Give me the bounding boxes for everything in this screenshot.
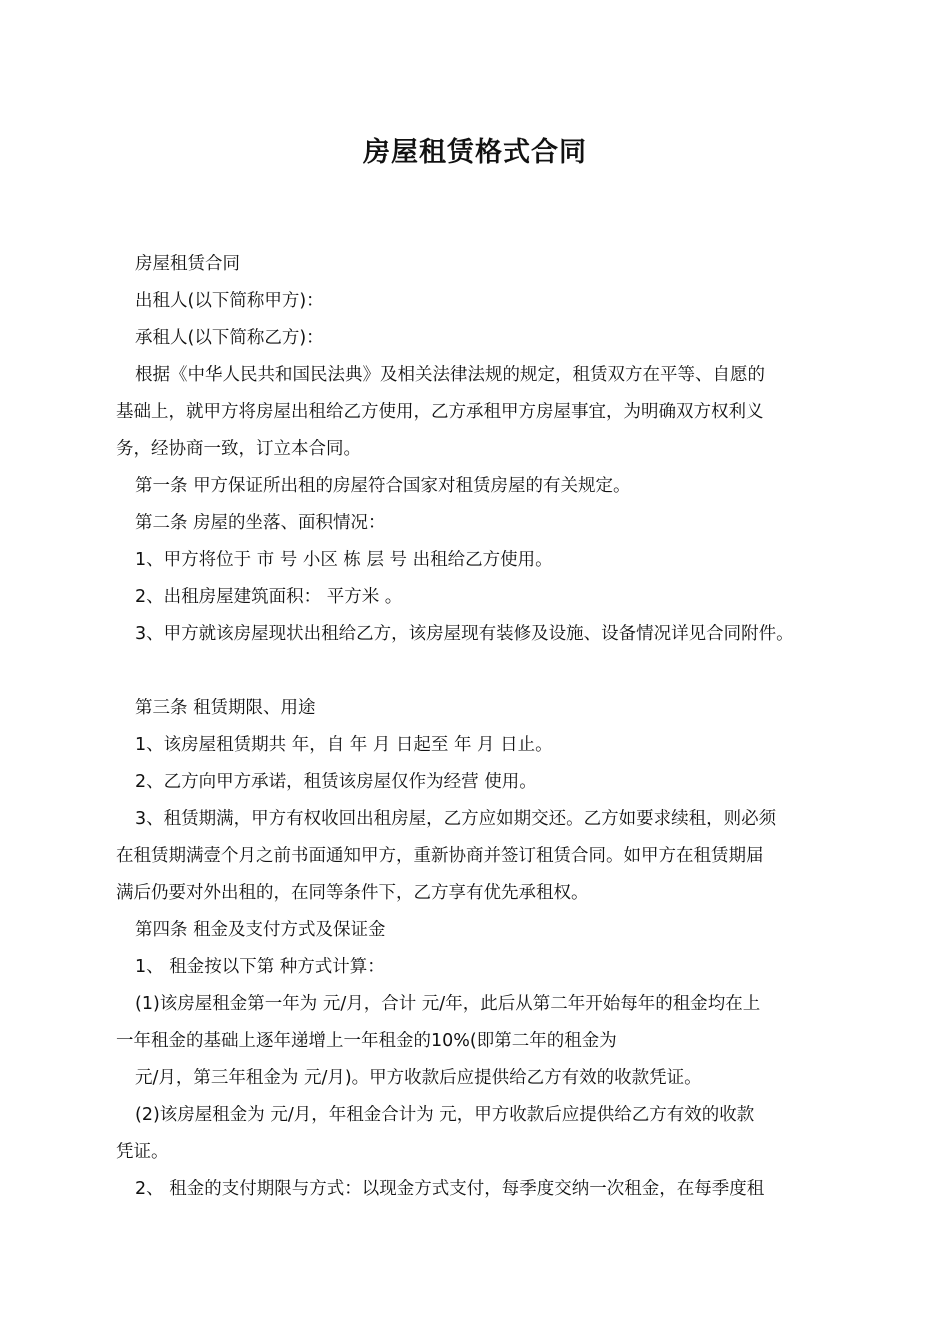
document-title: 房屋租赁格式合同 bbox=[363, 137, 587, 168]
text-line: 3、租赁期满，甲方有权收回出租房屋，乙方应如期交还。乙方如要求续租，则必须 bbox=[135, 809, 777, 829]
text-line: 1、 租金按以下第 种方式计算： bbox=[135, 957, 385, 977]
document-body bbox=[116, 246, 846, 1208]
text-line: 在租赁期满壹个月之前书面通知甲方，重新协商并签订租赁合同。如甲方在租赁期届 bbox=[116, 846, 764, 866]
text-line: 第四条 租金及支付方式及保证金 bbox=[135, 920, 386, 940]
text-line: 一年租金的基础上逐年递增上一年租金的10%(即第二年的租金为 bbox=[116, 1031, 617, 1051]
text-line: 1、甲方将位于 市 号 小区 栋 层 号 出租给乙方使用。 bbox=[135, 550, 553, 570]
text-line: 第二条 房屋的坐落、面积情况： bbox=[135, 513, 386, 533]
text-line: 第一条 甲方保证所出租的房屋符合国家对租赁房屋的有关规定。 bbox=[135, 476, 631, 496]
text-line: 元/月，第三年租金为 元/月)。甲方收款后应提供给乙方有效的收款凭证。 bbox=[135, 1068, 702, 1088]
text-line: 根据《中华人民共和国民法典》及相关法律法规的规定，租赁双方在平等、自愿的 bbox=[135, 365, 765, 385]
text-line: 2、乙方向甲方承诺，租赁该房屋仅作为经营 使用。 bbox=[135, 772, 537, 792]
text-line: 房屋租赁合同 bbox=[135, 254, 240, 274]
text-line: 2、 租金的支付期限与方式：以现金方式支付，每季度交纳一次租金，在每季度租 bbox=[135, 1179, 765, 1199]
text-line: 基础上，就甲方将房屋出租给乙方使用，乙方承租甲方房屋事宜，为明确双方权利义 bbox=[116, 402, 764, 422]
text-line: 务，经协商一致，订立本合同。 bbox=[116, 439, 361, 459]
text-line: 第三条 租赁期限、用途 bbox=[135, 698, 316, 718]
text-line: 满后仍要对外出租的，在同等条件下，乙方享有优先承租权。 bbox=[116, 883, 589, 903]
text-line: 承租人(以下简称乙方)： bbox=[135, 328, 324, 348]
text-line: (2)该房屋租金为 元/月，年租金合计为 元，甲方收款后应提供给乙方有效的收款 bbox=[135, 1105, 755, 1125]
text-line: 出租人(以下简称甲方)： bbox=[135, 291, 324, 311]
text-line: 2、出租房屋建筑面积： 平方米 。 bbox=[135, 587, 403, 607]
text-line: 1、该房屋租赁期共 年，自 年 月 日起至 年 月 日止。 bbox=[135, 735, 553, 755]
text-line: 3、甲方就该房屋现状出租给乙方，该房屋现有装修及设施、设备情况详见合同附件。 bbox=[135, 624, 794, 644]
blank-line bbox=[116, 653, 846, 690]
text-line: 凭证。 bbox=[116, 1142, 169, 1162]
text-line: (1)该房屋租金第一年为 元/月，合计 元/年，此后从第二年开始每年的租金均在上 bbox=[135, 994, 761, 1014]
